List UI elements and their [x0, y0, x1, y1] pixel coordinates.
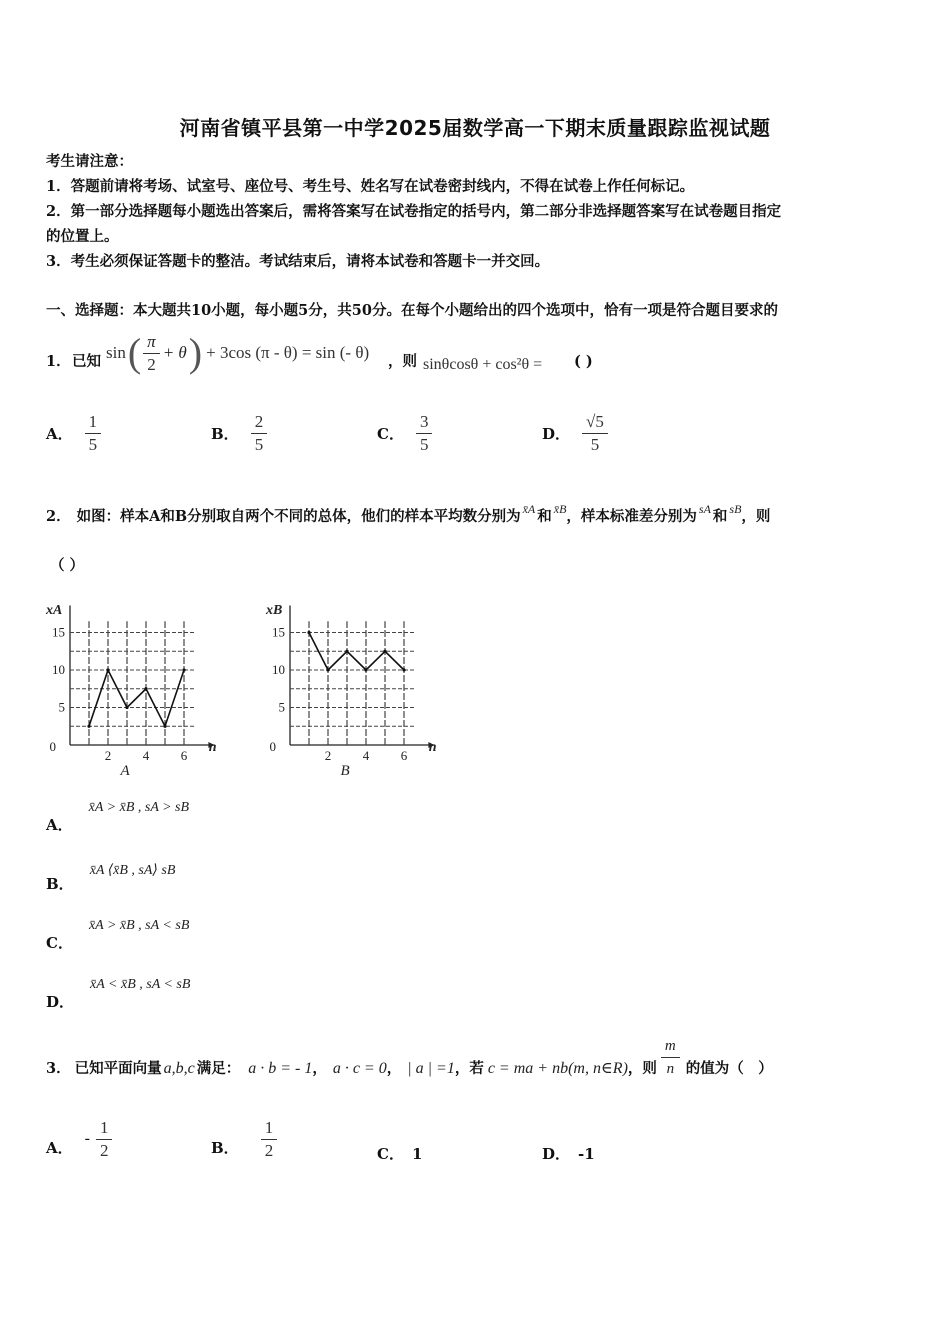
q1-lead: 已知: [72, 353, 101, 370]
y-tick-label: 0: [49, 739, 56, 754]
data-point: [144, 687, 147, 690]
q2-stem: 2． 如图：样本A和B分别取自两个不同的总体，他们的样本平均数分别为 x̄A 和 x̄B ，样本标准差分别为 sA 和 sB ，则: [46, 502, 771, 525]
notice-item: 的位置上。: [46, 228, 119, 245]
q1-option-c[interactable]: C． $\frac{3}{5}$: [377, 412, 432, 455]
y-axis-label: xB: [266, 602, 283, 618]
q2-option-b[interactable]: B． x̄A ⟨x̄B , sA⟩ sB: [46, 863, 176, 893]
chart-title: B: [340, 763, 350, 779]
q3-option-a[interactable]: A． - $\frac{1}{2}$: [46, 1118, 112, 1161]
chart-a: [40, 585, 230, 780]
q1-option-d[interactable]: D． $\frac{√5}{5}$: [542, 412, 608, 455]
q2-option-c[interactable]: C． x̄A > x̄B , sA < sB: [46, 918, 190, 952]
notice-item: 1．答题前请将考场、试室号、座位号、考生号、姓名写在试卷密封线内，不得在试卷上作任何标记。: [46, 178, 695, 195]
y-tick-label: 10: [272, 662, 285, 677]
q3-option-b[interactable]: B． $\frac{1}{2}$: [211, 1118, 277, 1161]
data-point: [402, 668, 405, 671]
q1-answer-paren: ( ): [574, 353, 593, 370]
x-tick-label: 4: [362, 748, 370, 763]
x-axis-label: n: [428, 740, 437, 755]
section-heading: 一、选择题：本大题共10小题，每小题5分，共50分。在每个小题给出的四个选项中，恰有一项是符合题目要求的: [46, 302, 778, 319]
q3-option-c[interactable]: C． 1: [377, 1145, 423, 1163]
q3-option-d[interactable]: D． -1: [542, 1145, 595, 1163]
q1-number: 1．: [46, 353, 71, 370]
data-point: [345, 650, 348, 653]
data-point: [364, 668, 367, 671]
y-tick-label: 10: [52, 662, 65, 677]
x-tick-label: 6: [180, 748, 188, 763]
series-line: [89, 670, 184, 726]
x-axis-label: n: [208, 740, 217, 755]
x-tick-label: 6: [400, 748, 408, 763]
y-tick-label: 0: [269, 739, 276, 754]
chart-b: [260, 585, 450, 780]
q1-expression: sinθcosθ + cos²θ =: [423, 356, 543, 373]
x-tick-label: 2: [104, 748, 112, 763]
q2-option-d[interactable]: D． x̄A < x̄B , sA < sB: [46, 977, 191, 1011]
y-tick-label: 15: [272, 624, 285, 640]
q2-answer-paren: （ ）: [50, 557, 85, 574]
data-point: [307, 631, 310, 634]
q1-equation: sin ( $\frac{\pi}{2}$ + θ ) + 3cos (π - θ) = sin (- θ): [106, 330, 370, 375]
q1-fn: sin: [106, 343, 126, 362]
q3-stem: 3． 已知平面向量 a,b,c 满足： a · b = - 1 ， a · c = 0 ， | a | =1 ，若 c = ma + nb(m, n∈R) ，则 $\frac{m}{n}$ 的值为（ ）: [46, 1037, 773, 1077]
paren-left: (: [127, 330, 142, 375]
x-tick-label: 4: [142, 748, 150, 763]
data-point: [326, 668, 329, 671]
data-point: [163, 725, 166, 728]
data-point: [383, 650, 386, 653]
notice-item: 2．第一部分选择题每小题选出答案后，需将答案写在试卷指定的括号内，第二部分非选择题答案写在试卷题目指定: [46, 203, 782, 220]
q1-eq-mid: + 3cos (π - θ) = sin (- θ): [206, 343, 370, 362]
q2-option-a[interactable]: A． x̄A > x̄B , sA > sB: [46, 800, 190, 834]
q1-then: ，则: [388, 353, 417, 370]
data-point: [125, 706, 128, 709]
y-tick-label: 5: [58, 699, 65, 715]
notice-heading: 考生请注意：: [46, 153, 133, 170]
notice-item: 3．考生必须保证答题卡的整洁。考试结束后，请将本试卷和答题卡一并交回。: [46, 253, 550, 270]
y-tick-label: 5: [278, 699, 285, 715]
paren-right: ): [188, 330, 203, 375]
page-title: 河南省镇平县第一中学2025届数学高一下期末质量跟踪监视试题: [179, 116, 771, 140]
q1-option-a[interactable]: A． $\frac{1}{5}$: [46, 412, 101, 455]
q1-option-b[interactable]: B． $\frac{2}{5}$: [211, 412, 267, 455]
y-tick-label: 15: [52, 624, 65, 640]
data-point: [87, 725, 90, 728]
data-point: [106, 668, 109, 671]
y-axis-label: xA: [46, 602, 63, 618]
chart-title: A: [120, 763, 130, 779]
x-tick-label: 2: [324, 748, 332, 763]
data-point: [182, 668, 185, 671]
